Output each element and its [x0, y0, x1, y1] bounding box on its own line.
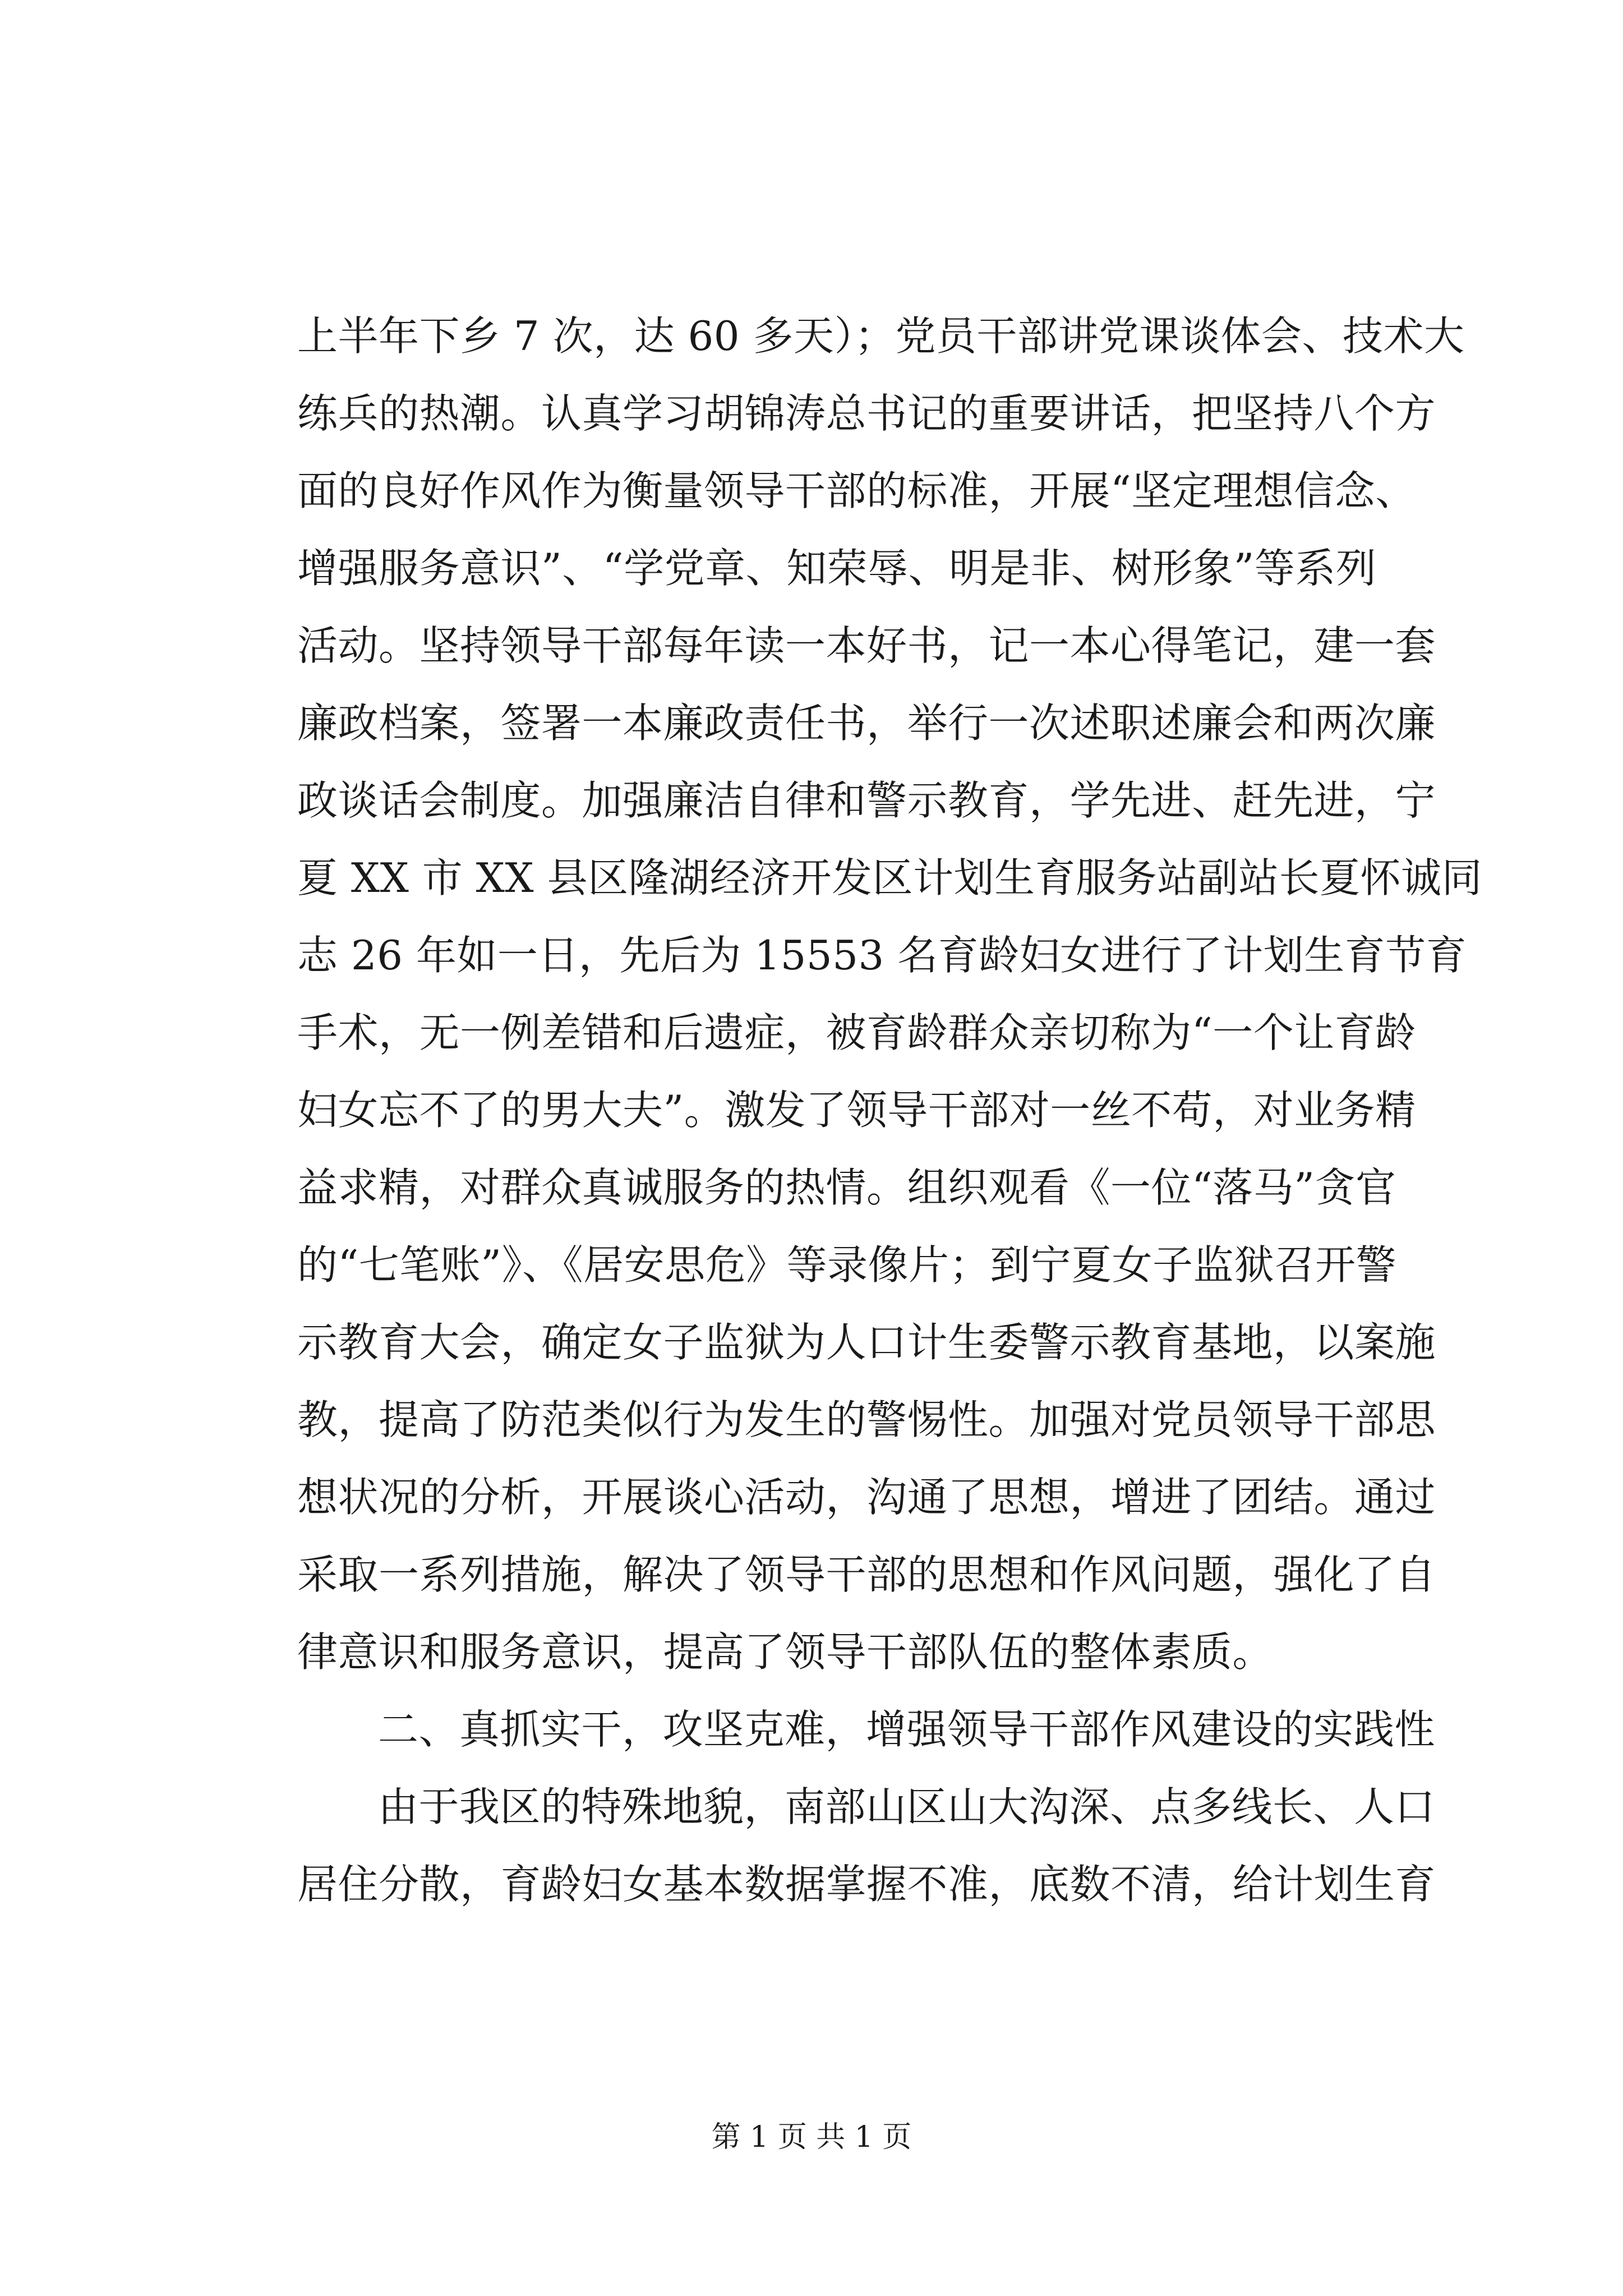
text-line: 上半年下乡 7 次，达 60 多天）；党员干部讲党课谈体会、技术大 [297, 312, 1465, 360]
text-line: 示教育大会，确定女子监狱为人口计生委警示教育基地，以案施 [297, 1319, 1436, 1366]
text-line: 由于我区的特殊地貌，南部山区山大沟深、点多线长、人口 [378, 1783, 1436, 1830]
text-line: 增强服务意识”、“学党章、知荣辱、明是非、树形象”等系列 [297, 545, 1377, 592]
text-line: 廉政档案，签署一本廉政责任书，举行一次述职述廉会和两次廉 [297, 700, 1436, 747]
body-text [297, 297, 1483, 1923]
text-line: 益求精，对群众真诚服务的热情。组织观看《一位“落马”贪官 [297, 1164, 1396, 1211]
text-line: 练兵的热潮。认真学习胡锦涛总书记的重要讲话，把坚持八个方 [297, 390, 1436, 437]
text-line: 政谈话会制度。加强廉洁自律和警示教育，学先进、赶先进，宁 [297, 777, 1436, 824]
text-line: 想状况的分析，开展谈心活动，沟通了思想，增进了团结。通过 [297, 1474, 1436, 1521]
page-footer: 第 1 页 共 1 页 [711, 2120, 912, 2154]
text-line: 妇女忘不了的男大夫”。激发了领导干部对一丝不苟，对业务精 [297, 1087, 1416, 1134]
text-line: 教，提高了防范类似行为发生的警惕性。加强对党员领导干部思 [297, 1396, 1436, 1443]
text-line: 面的良好作风作为衡量领导干部的标准，开展“坚定理想信念、 [297, 467, 1416, 514]
section-heading: 二、真抓实干，攻坚克难，增强领导干部作风建设的实践性 [378, 1706, 1436, 1753]
text-line: 采取一系列措施，解决了领导干部的思想和作风问题，强化了自 [297, 1551, 1436, 1598]
text-line: 居住分散，育龄妇女基本数据掌握不准，底数不清，给计划生育 [297, 1861, 1436, 1908]
text-line: 夏 XX 市 XX 县区隆湖经济开发区计划生育服务站副站长夏怀诚同 [297, 854, 1483, 901]
text-line: 的“七笔账”》、《居安思危》等录像片；到宁夏女子监狱召开警 [297, 1241, 1397, 1289]
text-line: 手术，无一例差错和后遗症，被育龄群众亲切称为“一个让育龄 [297, 1009, 1416, 1056]
text-line: 志 26 年如一日，先后为 15553 名育龄妇女进行了计划生育节育 [297, 932, 1467, 979]
text-line: 活动。坚持领导干部每年读一本好书，记一本心得笔记，建一套 [297, 622, 1436, 669]
text-line: 律意识和服务意识，提高了领导干部队伍的整体素质。 [297, 1628, 1274, 1676]
